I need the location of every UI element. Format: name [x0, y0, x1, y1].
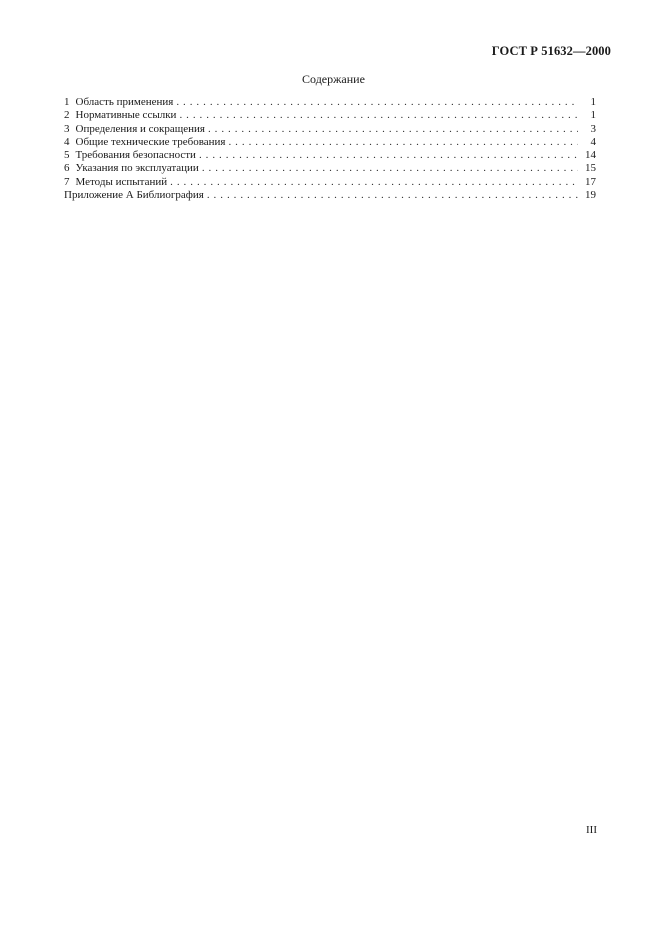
toc-dot-leader [207, 189, 578, 202]
toc-dot-leader [179, 109, 578, 122]
toc-entry-page: 1 [590, 96, 596, 108]
toc-entry-general-requirements[interactable] [64, 136, 596, 149]
toc-entry-title: Область применения [75, 96, 174, 108]
toc-entry-number: 6 [64, 162, 70, 175]
toc-entry-title: Определения и сокращения [75, 122, 205, 135]
toc-entry-number: 7 [64, 175, 70, 188]
toc-entry-title: Приложение А Библиография [64, 189, 204, 202]
toc-entry-title: Нормативные ссылки [75, 109, 177, 122]
toc-entry-title: Общие технические требования [75, 135, 226, 148]
toc-entry-number: 5 [64, 149, 70, 162]
document-standard-id: ГОСТ Р 51632—2000 [491, 44, 611, 58]
toc-entry-safety-requirements[interactable] [64, 149, 596, 162]
toc-entry-page: 3 [590, 122, 596, 135]
toc-dot-leader [199, 149, 578, 162]
toc-entry-number: 1 [64, 96, 70, 108]
toc-entry-page: 15 [585, 162, 596, 175]
toc-entry-page: 14 [585, 149, 596, 162]
toc-dot-leader [208, 123, 578, 136]
toc-dot-leader [176, 96, 578, 109]
toc-entry-page: 17 [585, 175, 596, 188]
toc-entry-definitions[interactable] [64, 123, 596, 136]
page-number: III [586, 824, 597, 836]
toc-title: Содержание [302, 72, 365, 86]
toc-entry-page: 4 [590, 135, 596, 148]
toc-entry-appendix-bibliography[interactable] [64, 189, 596, 202]
toc-entry-number: 4 [64, 135, 70, 148]
toc-entry-number: 2 [64, 109, 70, 122]
toc-dot-leader [202, 162, 578, 175]
toc-entry-title: Требования безопасности [75, 149, 196, 162]
toc-entry-scope[interactable] [64, 96, 596, 109]
toc-entry-page: 1 [590, 109, 596, 122]
toc-dot-leader [170, 176, 578, 189]
table-of-contents [64, 96, 596, 202]
toc-entry-normative-references[interactable] [64, 109, 596, 122]
toc-entry-title: Указания по эксплуатации [75, 162, 199, 175]
toc-dot-leader [228, 136, 578, 149]
toc-entry-title: Методы испытаний [75, 175, 168, 188]
toc-entry-number: 3 [64, 122, 70, 135]
toc-entry-page: 19 [585, 189, 596, 202]
toc-entry-test-methods[interactable] [64, 176, 596, 189]
toc-entry-operation-instructions[interactable] [64, 162, 596, 175]
